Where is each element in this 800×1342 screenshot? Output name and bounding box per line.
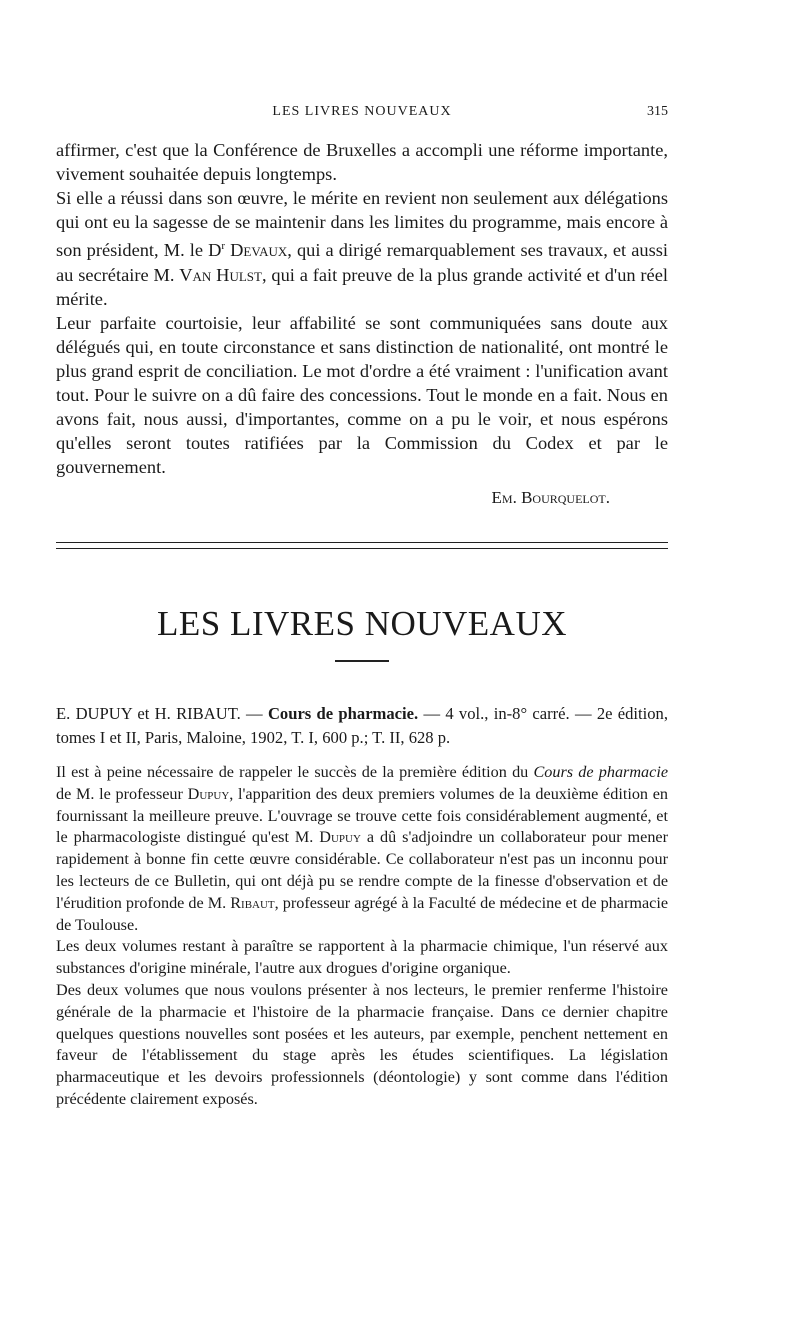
person-name: Dupuy bbox=[187, 784, 230, 803]
divider bbox=[56, 542, 668, 543]
section-title: LES LIVRES NOUVEAUX bbox=[156, 604, 568, 643]
paragraph: Si elle a réussi dans son œuvre, le mérite en revient non seulement aux délégations qui ont eu la sagesse de se maintenir dans les limites du programme, mais encore à son président, M. le $D^r$ Devaux, qui a dirigé remarquablement ses travaux, et aussi au secrétaire M. Van Hulst, qui a fait preuve de la plus grande activité et d'un réel mérite. bbox=[56, 188, 669, 309]
book-citation: E. DUPUY et H. RIBAUT. — Cours de pharmacie. — 4 vol., in-8° carré. — 2e édition, tomes I et II, Paris, Maloine, 1902, T. I, 600 p.; T. II, 628 p. bbox=[56, 704, 669, 747]
page-number: 315 bbox=[647, 104, 668, 119]
author-signature: Em. Bourquelot. bbox=[491, 488, 610, 507]
divider bbox=[335, 660, 389, 662]
paragraph: affirmer, c'est que la Conférence de Bruxelles a accompli une réforme importante, vivement souhaitée depuis longtemps. bbox=[56, 140, 668, 185]
divider bbox=[56, 548, 668, 549]
book-title: Cours de pharmacie. bbox=[267, 704, 419, 723]
page-header bbox=[56, 104, 668, 126]
previous-article-text bbox=[56, 138, 668, 479]
paragraph: Il est à peine nécessaire de rappeler le succès de la première édition du Cours de pharmacie de M. le professeur Dupuy, l'apparition des deux premiers volumes de la deuxième édition en fournissant la meilleure preuve. L'ouvrage se trouve cette fois considérablement augmenté, et le pharmacologiste distingué qu'est M. Dupuy a dû s'adjoindre un collaborateur pour mener rapidement à bonne fin cette œuvre considérable. Ce collaborateur n'est pas un inconnu pour les lecteurs de ce Bulletin, qui ont déjà pu se rendre compte de la finesse d'observation et de l'érudition profonde de M. Ribaut, professeur agrégé à la Faculté de médecine et de pharmacie de Toulouse. bbox=[56, 763, 669, 934]
person-name: Van Hulst bbox=[179, 264, 262, 285]
review-text bbox=[56, 762, 668, 1111]
paragraph: Les deux volumes restant à paraître se rapportent à la pharmacie chimique, l'un réservé aux substances d'origine minérale, l'autre aux drogues d'origine organique. bbox=[56, 937, 668, 978]
person-name: Devaux bbox=[230, 240, 288, 261]
person-name: Ribaut bbox=[230, 893, 275, 912]
running-title: LES LIVRES NOUVEAUX bbox=[272, 104, 452, 119]
paragraph: Des deux volumes que nous voulons présenter à nos lecteurs, le premier renferme l'histoire générale de la pharmacie et l'histoire de la pharmacie française. Dans ce dernier chapitre quelques questions nouvelles sont posées et les auteurs, par exemple, penchent nettement en faveur de l'établissement du stage après les études scientifiques. La législation pharmaceutique et les devoirs professionnels (déontologie) y sont comme dans l'édition précédente clairement exposés. bbox=[56, 980, 668, 1108]
paragraph: Leur parfaite courtoisie, leur affabilité se sont communiquées sans doute aux délégués qui, en toute circonstance et sans distinction de nationalité, ont montré le plus grand esprit de conciliation. Le mot d'ordre a été vraiment : l'unification avant tout. Pour le suivre on a dû faire des concessions. Tout le monde en a fait. Nous en avons fait, nous aussi, d'importantes, comme on a pu le voir, et nous espérons qu'elles seront toutes ratifiées par la Commission du Codex et par le gouvernement. bbox=[56, 312, 668, 478]
person-name: Dupuy bbox=[319, 828, 361, 847]
